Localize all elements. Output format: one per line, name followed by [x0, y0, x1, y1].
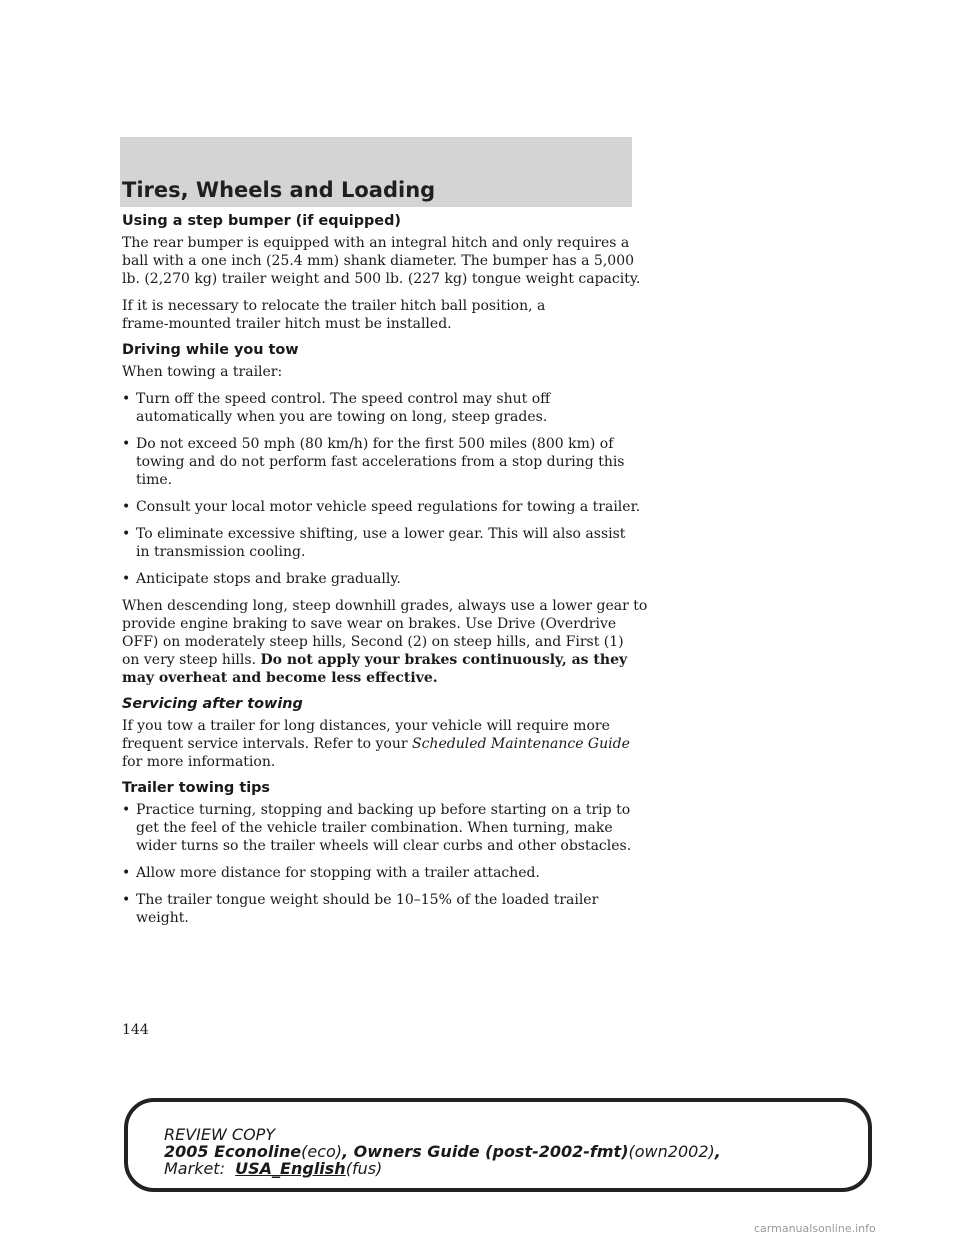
driving-bullet-list — [122, 390, 642, 588]
maintenance-guide-reference: Scheduled Maintenance Guide — [412, 736, 630, 752]
paragraph-step-bumper-capacity: The rear bumper is equipped with an integral hitch and only requires a ball with a one inch (25.4 mm) shank diameter. The bumper has a 5,000 lb. (2,270 kg) trailer weight and 500 lb. (227 kg) tongue weight capacity. — [122, 235, 641, 287]
bullet-icon: • — [122, 391, 131, 407]
paragraph-servicing: If you tow a trailer for long distances, your vehicle will require more frequent service intervals. Refer to your Scheduled Maintenance Guide for more information. — [122, 718, 630, 770]
paragraph-towing-intro: When towing a trailer: — [122, 364, 283, 380]
heading-step-bumper: Using a step bumper (if equipped) — [122, 213, 401, 229]
heading-driving-while-tow: Driving while you tow — [122, 342, 299, 358]
list-item: • The trailer tongue weight should be 10–15% of the loaded trailer weight. — [122, 892, 599, 926]
bullet-icon: • — [122, 526, 131, 542]
tips-bullet-list — [122, 801, 642, 927]
watermark: carmanualsonline.info — [754, 1222, 876, 1235]
list-item: • To eliminate excessive shifting, use a lower gear. This will also assist in transmission cooling. — [122, 526, 626, 560]
list-item: • Allow more distance for stopping with a trailer attached. — [122, 865, 540, 881]
review-copy-text: REVIEW COPY 2005 Econoline(eco), Owners Guide (post-2002-fmt)(own2002), Market: USA_English(fus) — [164, 1125, 721, 1178]
bullet-icon: • — [122, 892, 131, 908]
list-item: • Consult your local motor vehicle speed regulations for towing a trailer. — [122, 499, 641, 515]
page-title: Tires, Wheels and Loading — [122, 178, 436, 202]
page-number: 144 — [122, 1022, 149, 1038]
paragraph-relocate-hitch: If it is necessary to relocate the trailer hitch ball position, a frame-mounted trailer hitch must be installed. — [122, 298, 546, 332]
bullet-icon: • — [122, 802, 131, 818]
heading-trailer-towing-tips: Trailer towing tips — [122, 780, 271, 796]
paragraph-descending-grades: When descending long, steep downhill grades, always use a lower gear to provide engine braking to save wear on brakes. Use Drive (Overdrive OFF) on moderately steep hills, Second (2) on steep hills, and First (1) on very steep hills. Do not apply your brakes continuously, as they may overheat and become less effective. — [122, 598, 648, 686]
bullet-icon: • — [122, 865, 131, 881]
list-item: • Anticipate stops and brake gradually. — [122, 571, 401, 587]
bullet-icon: • — [122, 436, 131, 452]
bullet-icon: • — [122, 499, 131, 515]
heading-servicing-after-towing: Servicing after towing — [122, 696, 303, 712]
brake-warning: Do not apply your brakes continuously, as they — [260, 652, 628, 668]
list-item: • Do not exceed 50 mph (80 km/h) for the first 500 miles (800 km) of towing and do not perform fast accelerations from a stop during this time. — [122, 436, 625, 488]
list-item: • Practice turning, stopping and backing up before starting on a trip to get the feel of the vehicle trailer combination. When turning, make wider turns so the trailer wheels will clear curbs and other obstacles. — [122, 802, 632, 854]
list-item: • Turn off the speed control. The speed control may shut off automatically when you are towing on long, steep grades. — [122, 391, 551, 425]
page-content — [122, 213, 648, 936]
bullet-icon: • — [122, 571, 131, 587]
